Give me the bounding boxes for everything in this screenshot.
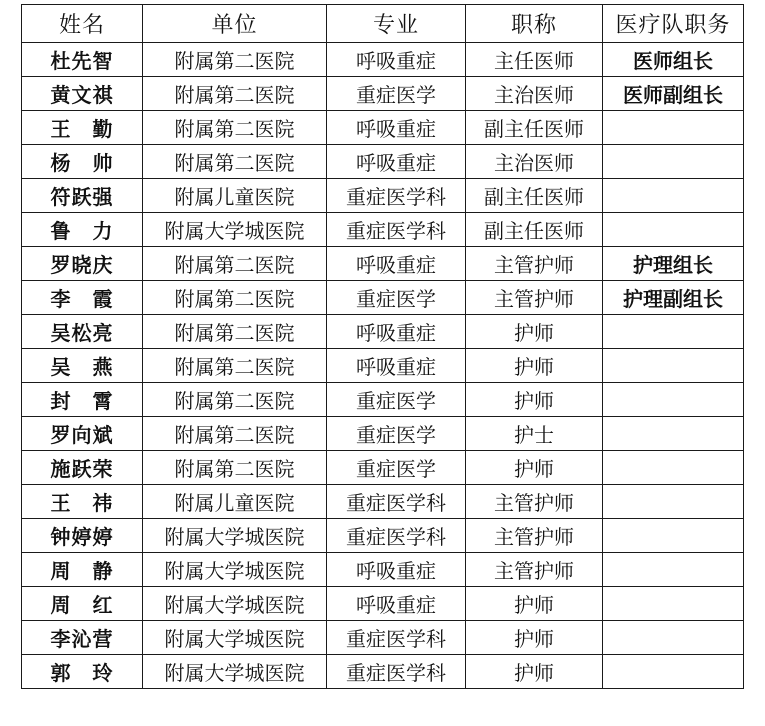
cell-team-role: 医师副组长 (603, 77, 744, 111)
cell-specialty: 重症医学科 (327, 519, 466, 553)
table-row (22, 213, 744, 247)
table-row (22, 145, 744, 179)
table-row (22, 587, 744, 621)
cell-unit: 附属第二医院 (143, 383, 327, 417)
cell-title: 主治医师 (466, 145, 603, 179)
cell-title: 护师 (466, 349, 603, 383)
table-row (22, 281, 744, 315)
cell-team-role (603, 111, 744, 145)
cell-title: 副主任医师 (466, 111, 603, 145)
cell-unit: 附属儿童医院 (143, 179, 327, 213)
cell-name: 罗晓庆 (22, 247, 143, 281)
cell-name: 吴松亮 (22, 315, 143, 349)
cell-specialty: 重症医学科 (327, 485, 466, 519)
cell-team-role (603, 519, 744, 553)
cell-name: 鲁 力 (22, 213, 143, 247)
cell-team-role (603, 145, 744, 179)
column-header-specialty: 专业 (327, 5, 466, 43)
cell-specialty: 呼吸重症 (327, 247, 466, 281)
cell-team-role: 护理副组长 (603, 281, 744, 315)
cell-name: 李沁营 (22, 621, 143, 655)
cell-title: 副主任医师 (466, 179, 603, 213)
cell-name: 周 红 (22, 587, 143, 621)
cell-team-role: 护理组长 (603, 247, 744, 281)
cell-specialty: 重症医学科 (327, 213, 466, 247)
cell-team-role: 医师组长 (603, 43, 744, 77)
cell-name: 钟婷婷 (22, 519, 143, 553)
cell-team-role (603, 213, 744, 247)
cell-title: 护师 (466, 451, 603, 485)
table-row (22, 315, 744, 349)
table-row (22, 383, 744, 417)
table-row (22, 179, 744, 213)
cell-unit: 附属第二医院 (143, 247, 327, 281)
cell-unit: 附属第二医院 (143, 451, 327, 485)
cell-name: 郭 玲 (22, 655, 143, 689)
cell-specialty: 重症医学科 (327, 621, 466, 655)
cell-title: 主治医师 (466, 77, 603, 111)
table-row (22, 417, 744, 451)
table-row (22, 77, 744, 111)
cell-specialty: 呼吸重症 (327, 315, 466, 349)
cell-title: 主管护师 (466, 553, 603, 587)
cell-specialty: 呼吸重症 (327, 553, 466, 587)
cell-title: 护士 (466, 417, 603, 451)
cell-unit: 附属第二医院 (143, 315, 327, 349)
header-row (22, 5, 744, 43)
cell-title: 护师 (466, 655, 603, 689)
cell-team-role (603, 655, 744, 689)
cell-specialty: 呼吸重症 (327, 587, 466, 621)
cell-unit: 附属第二医院 (143, 417, 327, 451)
cell-unit: 附属第二医院 (143, 281, 327, 315)
cell-name: 周 静 (22, 553, 143, 587)
cell-unit: 附属大学城医院 (143, 519, 327, 553)
medical-team-roster-table (21, 4, 744, 689)
cell-unit: 附属第二医院 (143, 43, 327, 77)
cell-unit: 附属儿童医院 (143, 485, 327, 519)
cell-team-role (603, 621, 744, 655)
column-header-team-role: 医疗队职务 (603, 5, 744, 43)
cell-title: 副主任医师 (466, 213, 603, 247)
table-row (22, 519, 744, 553)
table-row (22, 553, 744, 587)
cell-specialty: 重症医学 (327, 417, 466, 451)
cell-specialty: 重症医学 (327, 281, 466, 315)
cell-name: 罗向斌 (22, 417, 143, 451)
cell-name: 杨 帅 (22, 145, 143, 179)
cell-title: 主管护师 (466, 281, 603, 315)
cell-unit: 附属第二医院 (143, 111, 327, 145)
cell-specialty: 呼吸重症 (327, 349, 466, 383)
table-row (22, 349, 744, 383)
cell-name: 施跃荣 (22, 451, 143, 485)
cell-specialty: 呼吸重症 (327, 145, 466, 179)
cell-name: 王 勤 (22, 111, 143, 145)
cell-team-role (603, 485, 744, 519)
cell-unit: 附属大学城医院 (143, 587, 327, 621)
cell-title: 护师 (466, 315, 603, 349)
column-header-title: 职称 (466, 5, 603, 43)
table-row (22, 247, 744, 281)
table-row (22, 451, 744, 485)
cell-title: 主管护师 (466, 485, 603, 519)
cell-name: 李 霞 (22, 281, 143, 315)
cell-name: 符跃强 (22, 179, 143, 213)
cell-unit: 附属第二医院 (143, 77, 327, 111)
table-row (22, 43, 744, 77)
cell-name: 王 祎 (22, 485, 143, 519)
cell-team-role (603, 315, 744, 349)
cell-specialty: 重症医学 (327, 451, 466, 485)
cell-unit: 附属大学城医院 (143, 553, 327, 587)
cell-unit: 附属大学城医院 (143, 213, 327, 247)
table-row (22, 621, 744, 655)
cell-unit: 附属第二医院 (143, 349, 327, 383)
cell-unit: 附属第二医院 (143, 145, 327, 179)
cell-title: 护师 (466, 587, 603, 621)
cell-title: 主任医师 (466, 43, 603, 77)
table-row (22, 111, 744, 145)
cell-team-role (603, 451, 744, 485)
cell-name: 黄文祺 (22, 77, 143, 111)
cell-title: 主管护师 (466, 247, 603, 281)
cell-specialty: 重症医学 (327, 383, 466, 417)
cell-team-role (603, 587, 744, 621)
cell-name: 杜先智 (22, 43, 143, 77)
cell-team-role (603, 553, 744, 587)
table-body (22, 43, 744, 689)
table-row (22, 655, 744, 689)
cell-unit: 附属大学城医院 (143, 621, 327, 655)
cell-specialty: 呼吸重症 (327, 111, 466, 145)
cell-name: 封 霄 (22, 383, 143, 417)
cell-team-role (603, 417, 744, 451)
table-row (22, 485, 744, 519)
cell-specialty: 重症医学 (327, 77, 466, 111)
column-header-unit: 单位 (143, 5, 327, 43)
cell-team-role (603, 349, 744, 383)
cell-title: 主管护师 (466, 519, 603, 553)
table-header (22, 5, 744, 43)
cell-specialty: 重症医学科 (327, 655, 466, 689)
cell-specialty: 呼吸重症 (327, 43, 466, 77)
cell-specialty: 重症医学科 (327, 179, 466, 213)
cell-team-role (603, 383, 744, 417)
column-header-name: 姓名 (22, 5, 143, 43)
cell-title: 护师 (466, 621, 603, 655)
cell-name: 吴 燕 (22, 349, 143, 383)
cell-unit: 附属大学城医院 (143, 655, 327, 689)
cell-title: 护师 (466, 383, 603, 417)
cell-team-role (603, 179, 744, 213)
